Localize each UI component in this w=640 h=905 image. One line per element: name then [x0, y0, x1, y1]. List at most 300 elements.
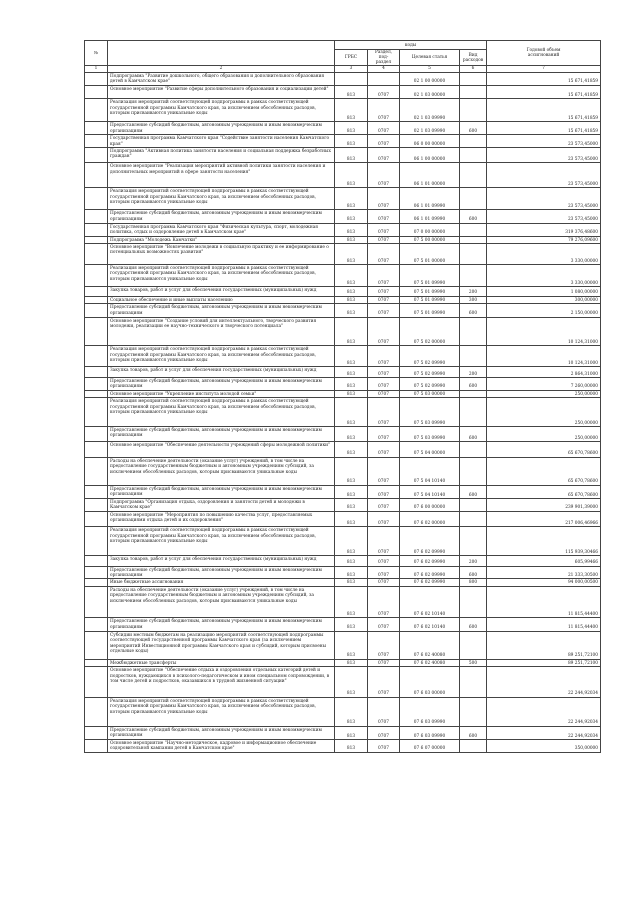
- cell-num: [85, 346, 108, 367]
- cell-razdel: 0707: [368, 378, 400, 391]
- table-row: [85, 346, 601, 367]
- cell-amount: 250,00000: [487, 390, 601, 397]
- table-header: [85, 41, 601, 73]
- cell-grbs: 813: [335, 631, 368, 659]
- cell-num: [85, 740, 108, 753]
- cell-num: [85, 667, 108, 698]
- table-row: [85, 85, 601, 98]
- cell-num: [85, 236, 108, 243]
- cell-razdel: 0707: [368, 527, 400, 556]
- cell-target: 07 5 04 00000: [400, 442, 460, 457]
- cell-razdel: 0707: [368, 398, 400, 427]
- cell-vid: [460, 99, 487, 122]
- cell-name: Предоставление субсидий бюджетным, автономным учреждениям и иным некоммерческим организациям: [108, 566, 335, 579]
- cell-num: [85, 566, 108, 579]
- table-row: [85, 398, 601, 427]
- cell-vid: [460, 499, 487, 512]
- table-row: [85, 586, 601, 618]
- cell-amount: 350,00000: [487, 740, 601, 753]
- cell-amount: 89 251,72100: [487, 631, 601, 659]
- cell-vid: 800: [460, 579, 487, 586]
- cell-num: [85, 527, 108, 556]
- cell-target: 07 5 01 09990: [400, 304, 460, 317]
- cell-name: Основное мероприятие "Создание условий для интеллектуального, творческого развития молодежи, реализации ее научно-технического и творческого потенциала": [108, 317, 335, 346]
- cell-grbs: 813: [335, 147, 368, 162]
- table-row: [85, 287, 601, 297]
- cell-vid: 600: [460, 378, 487, 391]
- table-row: [85, 442, 601, 457]
- cell-num: [85, 697, 108, 726]
- cell-num: [85, 304, 108, 317]
- cell-vid: 600: [460, 566, 487, 579]
- cell-target: 07 6 02 40080: [400, 659, 460, 666]
- cell-grbs: 813: [335, 499, 368, 512]
- cell-razdel: 0707: [368, 188, 400, 210]
- table-row: [85, 210, 601, 223]
- cell-razdel: 0707: [368, 442, 400, 457]
- cell-target: 07 5 03 09990: [400, 398, 460, 427]
- cell-name: Подпрограмма "Молодежь Камчатки": [108, 236, 335, 243]
- cell-num: [85, 265, 108, 287]
- cell-num: [85, 73, 108, 86]
- table-row: [85, 317, 601, 346]
- cell-target: 07 6 02 09990: [400, 566, 460, 579]
- cell-razdel: 0707: [368, 631, 400, 659]
- cell-name: Предоставление субсидий бюджетным, автономным учреждениям и иным некоммерческим организациям: [108, 378, 335, 391]
- cell-vid: 600: [460, 210, 487, 223]
- cell-grbs: 813: [335, 511, 368, 526]
- cell-name: Основное мероприятие "Мероприятия по повышению качества услуг, предоставляемых организациями отдыха детей и их оздоровления": [108, 511, 335, 526]
- cell-vid: [460, 135, 487, 148]
- cell-vid: 600: [460, 726, 487, 739]
- table-row: [85, 579, 601, 586]
- cell-grbs: 813: [335, 556, 368, 567]
- cell-razdel: 0707: [368, 304, 400, 317]
- cell-vid: [460, 163, 487, 188]
- cell-num: [85, 457, 108, 485]
- cell-razdel: 0707: [368, 223, 400, 236]
- header-amount: Годовой объем ассигнований: [487, 41, 601, 66]
- cell-num: [85, 390, 108, 397]
- header-grbs: ГРБС: [335, 50, 368, 66]
- cell-vid: [460, 457, 487, 485]
- cell-grbs: 813: [335, 427, 368, 442]
- cell-vid: [460, 85, 487, 98]
- cell-target: 07 5 03 09990: [400, 427, 460, 442]
- cell-num: [85, 287, 108, 297]
- cell-target: 07 6 07 00000: [400, 740, 460, 753]
- cell-amount: 23 573,45000: [487, 135, 601, 148]
- cell-grbs: 813: [335, 163, 368, 188]
- cell-vid: 500: [460, 659, 487, 666]
- cell-grbs: 813: [335, 99, 368, 122]
- table-row: [85, 188, 601, 210]
- cell-num: [85, 223, 108, 236]
- cell-amount: 217 006,46966: [487, 511, 601, 526]
- cell-target: 07 5 03 00000: [400, 390, 460, 397]
- cell-name: Реализация мероприятий соответствующей подпрограммы в рамках соответствующей государственной программы Камчатского края, за исключением обособленных расходов, которым присваиваются уникальные коды: [108, 265, 335, 287]
- cell-num: [85, 85, 108, 98]
- cell-name: Предоставление субсидий бюджетным, автономным учреждениям и иным некоммерческим организациям: [108, 726, 335, 739]
- cell-amount: 65 670,78600: [487, 457, 601, 485]
- table-row: [85, 485, 601, 498]
- cell-name: Основное мероприятие "Развитие сферы дополнительного образования и социализации детей": [108, 85, 335, 98]
- cell-amount: 250,00000: [487, 427, 601, 442]
- cell-target: 07 5 04 10140: [400, 457, 460, 485]
- table-row: [85, 223, 601, 236]
- cell-name: Подпрограмма "Развитие дошкольного, общего образования и дополнительного образования детей в Камчатском крае": [108, 73, 335, 86]
- table-row: [85, 236, 601, 243]
- cell-name: Подпрограмма "Активная политика занятости населения и социальная поддержка безработных граждан": [108, 147, 335, 162]
- colnum-4: 4: [368, 66, 400, 73]
- cell-target: 07 6 02 00000: [400, 511, 460, 526]
- cell-amount: 23 573,45000: [487, 188, 601, 210]
- cell-name: Реализация мероприятий соответствующей подпрограммы в рамках соответствующей государственной программы Камчатского края, за исключением обособленных расходов, которым присваиваются уникальные коды: [108, 346, 335, 367]
- cell-grbs: 813: [335, 223, 368, 236]
- cell-grbs: 813: [335, 346, 368, 367]
- cell-amount: 22 244,92034: [487, 667, 601, 698]
- cell-razdel: 0707: [368, 579, 400, 586]
- cell-num: [85, 163, 108, 188]
- cell-name: Иные бюджетные ассигнования: [108, 579, 335, 586]
- cell-razdel: 0707: [368, 147, 400, 162]
- table-row: [85, 367, 601, 378]
- colnum-3: 3: [335, 66, 368, 73]
- cell-razdel: 0707: [368, 485, 400, 498]
- cell-name: Основное мероприятие "Вовлечение молодежи в социальную практику и ее информирование о потенциальных возможностях развития": [108, 243, 335, 264]
- cell-target: 07 5 02 00000: [400, 317, 460, 346]
- cell-amount: 319 376,48600: [487, 223, 601, 236]
- header-num: №: [85, 41, 108, 66]
- table-row: [85, 163, 601, 188]
- cell-num: [85, 511, 108, 526]
- table-body: [85, 73, 601, 753]
- cell-razdel: [368, 73, 400, 86]
- cell-razdel: 0707: [368, 427, 400, 442]
- cell-razdel: 0707: [368, 85, 400, 98]
- cell-vid: 300: [460, 296, 487, 303]
- cell-vid: [460, 586, 487, 618]
- cell-amount: 22 244,92034: [487, 726, 601, 739]
- cell-grbs: 813: [335, 390, 368, 397]
- cell-target: 02 1 03 09990: [400, 122, 460, 135]
- cell-name: Расходы на обеспечение деятельности (оказание услуг) учреждений, в том числе на предоставление государственным бюджетным и автономным учреждениям субсидий, за исключением обособленных расходов, которым присваиваются уникальные коды: [108, 457, 335, 485]
- cell-grbs: 813: [335, 740, 368, 753]
- table-row: [85, 511, 601, 526]
- cell-num: [85, 485, 108, 498]
- cell-grbs: 813: [335, 398, 368, 427]
- cell-amount: 22 244,92034: [487, 697, 601, 726]
- cell-amount: 11 815,44400: [487, 618, 601, 631]
- cell-num: [85, 188, 108, 210]
- table-row: [85, 726, 601, 739]
- cell-razdel: 0707: [368, 317, 400, 346]
- colnum-5: 5: [400, 66, 460, 73]
- cell-vid: 600: [460, 485, 487, 498]
- cell-target: 07 6 03 09990: [400, 726, 460, 739]
- cell-num: [85, 210, 108, 223]
- cell-name: Основное мероприятие "Реализация мероприятий активной политики занятости населения и дополнительных мероприятий в сфере занятости населения": [108, 163, 335, 188]
- cell-vid: 600: [460, 427, 487, 442]
- cell-grbs: 813: [335, 579, 368, 586]
- table-row: [85, 697, 601, 726]
- cell-target: 06 1 00 00000: [400, 147, 460, 162]
- table-row: [85, 457, 601, 485]
- cell-name: Реализация мероприятий соответствующей подпрограммы в рамках соответствующей государственной программы Камчатского края, за исключением обособленных расходов, которым присваиваются уникальные коды: [108, 99, 335, 122]
- cell-name: Социальное обеспечение и иные выплаты населению: [108, 296, 335, 303]
- cell-razdel: 0707: [368, 210, 400, 223]
- cell-amount: 94 000,00500: [487, 579, 601, 586]
- cell-grbs: 813: [335, 667, 368, 698]
- cell-vid: [460, 740, 487, 753]
- cell-razdel: 0707: [368, 659, 400, 666]
- cell-num: [85, 378, 108, 391]
- cell-target: 02 1 00 00000: [400, 73, 460, 86]
- cell-razdel: 0707: [368, 618, 400, 631]
- cell-name: Межбюджетные трансферты: [108, 659, 335, 666]
- cell-amount: 89 251,72100: [487, 659, 601, 666]
- cell-vid: 200: [460, 287, 487, 297]
- cell-target: 07 6 00 00000: [400, 499, 460, 512]
- cell-grbs: 813: [335, 210, 368, 223]
- cell-vid: 200: [460, 367, 487, 378]
- header-codes: коды: [335, 41, 487, 50]
- cell-num: [85, 398, 108, 427]
- cell-vid: 600: [460, 122, 487, 135]
- cell-grbs: 813: [335, 243, 368, 264]
- table-row: [85, 740, 601, 753]
- cell-name: Расходы на обеспечение деятельности (оказание услуг) учреждений, в том числе на предоставление государственным бюджетным и автономным учреждениям субсидий, за исключением обособленных расходов, которым присваиваются уникальные коды: [108, 586, 335, 618]
- cell-amount: 15 671,41859: [487, 73, 601, 86]
- table-row: [85, 631, 601, 659]
- cell-num: [85, 586, 108, 618]
- cell-target: 02 1 03 09990: [400, 99, 460, 122]
- cell-target: 07 5 02 09990: [400, 346, 460, 367]
- cell-vid: [460, 442, 487, 457]
- table-row: [85, 99, 601, 122]
- cell-grbs: 813: [335, 527, 368, 556]
- cell-target: 07 5 02 09990: [400, 378, 460, 391]
- cell-razdel: 0707: [368, 236, 400, 243]
- cell-num: [85, 243, 108, 264]
- table-row: [85, 566, 601, 579]
- cell-vid: [460, 265, 487, 287]
- cell-razdel: 0707: [368, 586, 400, 618]
- cell-target: 07 5 04 10140: [400, 485, 460, 498]
- cell-num: [85, 579, 108, 586]
- cell-name: Основное мероприятие "Обеспечение отдыха и оздоровления отдельных категорий детей и подростков, нуждающихся в психолого-педагогическом и ином специальном сопровождении, в том числе детей и подростков, оказавшихся в трудной жизненной ситуации": [108, 667, 335, 698]
- table-row: [85, 265, 601, 287]
- cell-razdel: 0707: [368, 740, 400, 753]
- cell-amount: 23 573,45000: [487, 210, 601, 223]
- cell-num: [85, 99, 108, 122]
- cell-grbs: 813: [335, 442, 368, 457]
- cell-razdel: 0707: [368, 390, 400, 397]
- cell-num: [85, 147, 108, 162]
- cell-grbs: 813: [335, 566, 368, 579]
- cell-target: 07 5 01 00000: [400, 243, 460, 264]
- cell-name: Основное мероприятие "Обеспечение деятельности учреждений сферы молодежной политики": [108, 442, 335, 457]
- cell-grbs: 813: [335, 236, 368, 243]
- cell-vid: 600: [460, 618, 487, 631]
- cell-amount: 2 864,31000: [487, 367, 601, 378]
- cell-vid: 200: [460, 556, 487, 567]
- cell-amount: 79 276,09600: [487, 236, 601, 243]
- cell-grbs: 813: [335, 618, 368, 631]
- cell-grbs: 813: [335, 457, 368, 485]
- cell-amount: 15 671,41859: [487, 122, 601, 135]
- cell-name: Предоставление субсидий бюджетным, автономным учреждениям и иным некоммерческим организациям: [108, 427, 335, 442]
- cell-name: Закупка товаров, работ и услуг для обеспечения государственных (муниципальных) нужд: [108, 556, 335, 567]
- cell-vid: [460, 667, 487, 698]
- cell-name: Основное мероприятие "Научно-методическое, кадровое и информационное обеспечение оздоровительной кампании детей в Камчатском крае": [108, 740, 335, 753]
- cell-amount: 115 939,30466: [487, 527, 601, 556]
- cell-num: [85, 296, 108, 303]
- cell-name: Предоставление субсидий бюджетным, автономным учреждениям и иным некоммерческим организациям: [108, 122, 335, 135]
- cell-num: [85, 427, 108, 442]
- cell-name: Реализация мероприятий соответствующей подпрограммы в рамках соответствующей государственной программы Камчатского края, за исключением обособленных расходов, которым присваиваются уникальные коды: [108, 398, 335, 427]
- table-row: [85, 556, 601, 567]
- cell-vid: 600: [460, 304, 487, 317]
- cell-amount: 10 124,31000: [487, 317, 601, 346]
- cell-target: 07 5 02 09990: [400, 367, 460, 378]
- table-row: [85, 667, 601, 698]
- cell-target: 07 0 00 00000: [400, 223, 460, 236]
- cell-grbs: 813: [335, 287, 368, 297]
- cell-grbs: [335, 73, 368, 86]
- cell-razdel: 0707: [368, 367, 400, 378]
- cell-razdel: 0707: [368, 566, 400, 579]
- cell-grbs: 813: [335, 317, 368, 346]
- cell-vid: [460, 631, 487, 659]
- header-razdel: Раздел, под- раздел: [368, 50, 400, 66]
- cell-amount: 23 573,45000: [487, 147, 601, 162]
- document-page: [84, 40, 600, 753]
- cell-target: 06 1 01 09990: [400, 210, 460, 223]
- cell-amount: 11 815,44400: [487, 586, 601, 618]
- table-row: [85, 378, 601, 391]
- cell-grbs: 813: [335, 296, 368, 303]
- cell-amount: 3 330,00000: [487, 265, 601, 287]
- cell-target: 06 1 01 00000: [400, 163, 460, 188]
- cell-amount: 250,00000: [487, 398, 601, 427]
- cell-num: [85, 135, 108, 148]
- cell-amount: 2 150,00000: [487, 304, 601, 317]
- cell-amount: 1 080,00000: [487, 287, 601, 297]
- cell-target: 07 6 02 10140: [400, 618, 460, 631]
- colnum-7: 7: [487, 66, 601, 73]
- cell-name: Государственная программа Камчатского края "Физическая культура, спорт, молодежная политика, отдых и оздоровление детей в Камчатском крае": [108, 223, 335, 236]
- cell-vid: [460, 697, 487, 726]
- cell-grbs: 813: [335, 378, 368, 391]
- cell-name: Реализация мероприятий соответствующей подпрограммы в рамках соответствующей государственной программы Камчатского края, за исключением обособленных расходов, которым присваиваются уникальные коды: [108, 697, 335, 726]
- cell-razdel: 0707: [368, 265, 400, 287]
- cell-grbs: 813: [335, 485, 368, 498]
- cell-vid: [460, 346, 487, 367]
- header-target: Целевая статья: [400, 50, 460, 66]
- cell-razdel: 0707: [368, 556, 400, 567]
- cell-target: 07 6 02 09990: [400, 579, 460, 586]
- table-row: [85, 618, 601, 631]
- cell-razdel: 0707: [368, 726, 400, 739]
- cell-vid: [460, 188, 487, 210]
- cell-amount: 65 670,78600: [487, 442, 601, 457]
- cell-name: Государственная программа Камчатского края "Содействие занятости населения Камчатского края": [108, 135, 335, 148]
- cell-target: 07 5 01 09990: [400, 296, 460, 303]
- cell-target: 06 1 01 09990: [400, 188, 460, 210]
- cell-razdel: 0707: [368, 346, 400, 367]
- cell-grbs: 813: [335, 85, 368, 98]
- table-row: [85, 499, 601, 512]
- cell-num: [85, 442, 108, 457]
- cell-name: Подпрограмма "Организация отдыха, оздоровления и занятости детей и молодежи в Камчатском крае": [108, 499, 335, 512]
- cell-target: 06 0 00 00000: [400, 135, 460, 148]
- cell-target: 07 6 02 09990: [400, 556, 460, 567]
- cell-target: 07 5 00 00000: [400, 236, 460, 243]
- cell-amount: 605,99466: [487, 556, 601, 567]
- colnum-2: 2: [108, 66, 335, 73]
- cell-target: 07 5 01 09990: [400, 287, 460, 297]
- cell-grbs: 813: [335, 659, 368, 666]
- cell-amount: 7 260,00000: [487, 378, 601, 391]
- cell-target: 07 6 02 09990: [400, 527, 460, 556]
- cell-num: [85, 618, 108, 631]
- table-row: [85, 135, 601, 148]
- cell-razdel: 0707: [368, 697, 400, 726]
- cell-grbs: 813: [335, 122, 368, 135]
- table-row: [85, 243, 601, 264]
- cell-num: [85, 367, 108, 378]
- table-row: [85, 73, 601, 86]
- cell-razdel: 0707: [368, 457, 400, 485]
- cell-name: Предоставление субсидий бюджетным, автономным учреждениям и иным некоммерческим организациям: [108, 304, 335, 317]
- header-name: [108, 41, 335, 66]
- cell-razdel: 0707: [368, 287, 400, 297]
- cell-grbs: 813: [335, 586, 368, 618]
- cell-razdel: 0707: [368, 163, 400, 188]
- cell-grbs: 813: [335, 367, 368, 378]
- cell-vid: [460, 73, 487, 86]
- cell-amount: 15 671,41859: [487, 99, 601, 122]
- budget-table: [84, 40, 601, 753]
- cell-num: [85, 659, 108, 666]
- cell-num: [85, 726, 108, 739]
- cell-grbs: 813: [335, 726, 368, 739]
- table-row: [85, 390, 601, 397]
- cell-grbs: 813: [335, 265, 368, 287]
- cell-amount: 23 573,45000: [487, 163, 601, 188]
- cell-num: [85, 317, 108, 346]
- cell-grbs: 813: [335, 188, 368, 210]
- cell-amount: 3 330,00000: [487, 243, 601, 264]
- table-row: [85, 659, 601, 666]
- cell-amount: 300,00000: [487, 296, 601, 303]
- cell-razdel: 0707: [368, 499, 400, 512]
- cell-vid: [460, 236, 487, 243]
- cell-name: Закупка товаров, работ и услуг для обеспечения государственных (муниципальных) нужд: [108, 287, 335, 297]
- cell-name: Основное мероприятие "Укрепление института молодой семьи": [108, 390, 335, 397]
- cell-name: Предоставление субсидий бюджетным, автономным учреждениям и иным некоммерческим организациям: [108, 618, 335, 631]
- cell-razdel: 0707: [368, 135, 400, 148]
- cell-num: [85, 631, 108, 659]
- cell-grbs: 813: [335, 697, 368, 726]
- cell-vid: [460, 527, 487, 556]
- cell-name: Предоставление субсидий бюджетным, автономным учреждениям и иным некоммерческим организациям: [108, 485, 335, 498]
- cell-razdel: 0707: [368, 296, 400, 303]
- cell-name: Закупка товаров, работ и услуг для обеспечения государственных (муниципальных) нужд: [108, 367, 335, 378]
- cell-amount: 21 333,30500: [487, 566, 601, 579]
- cell-amount: 10 124,31000: [487, 346, 601, 367]
